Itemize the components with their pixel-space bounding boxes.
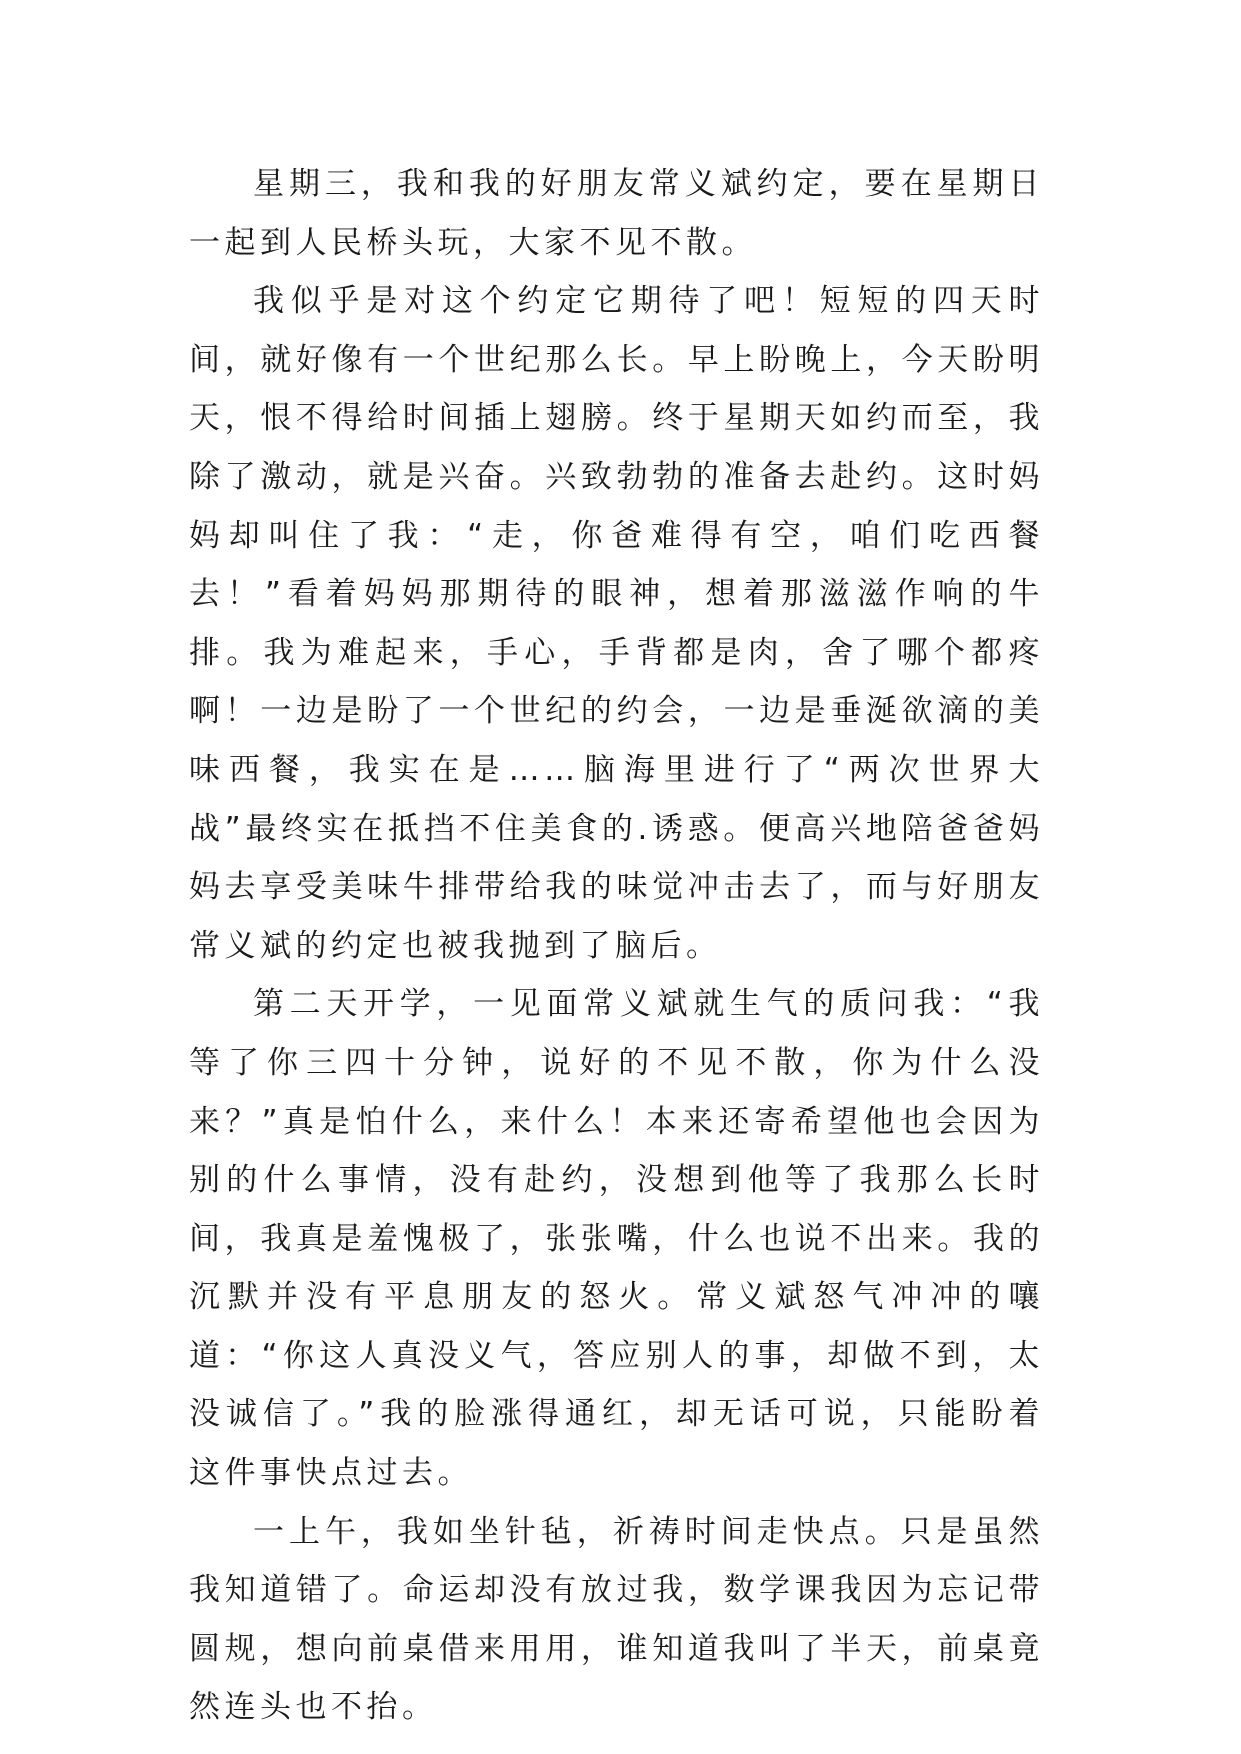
paragraph-2: 我似乎是对这个约定它期待了吧！短短的四天时间，就好像有一个世纪那么长。早上盼晚上，今天盼明天，恨不得给时间插上翅膀。终于星期天如约而至，我除了激动，就是兴奋。兴致勃勃的准备去赴约。这时妈妈却叫住了我：“走，你爸难得有空，咱们吃西餐去！”看着妈妈那期待的眼神，想着那滋滋作响的牛排。我为难起来，手心，手背都是肉，舍了哪个都疼啊！一边是盼了一个世纪的约会，一边是垂涎欲滴的美味西餐，我实在是……脑海里进行了“两次世界大战”最终实在抵挡不住美食的.诱惑。便高兴地陪爸爸妈妈去享受美味牛排带给我的味觉冲击去了，而与好朋友常义斌的约定也被我抛到了脑后。 xyxy=(189,283,1044,964)
paragraph-3: 第二天开学，一见面常义斌就生气的质问我：“我等了你三四十分钟，说好的不见不散，你为什么没来？”真是怕什么，来什么！本来还寄希望他也会因为别的什么事情，没有赴约，没想到他等了我那么长时间，我真是羞愧极了，张张嘴，什么也说不出来。我的沉默并没有平息朋友的怒火。常义斌怒气冲冲的嚷道：“你这人真没义气，答应别人的事，却做不到，太没诚信了。”我的脸涨得通红，却无话可说，只能盼着这件事快点过去。 xyxy=(189,986,1044,1492)
document-body xyxy=(189,155,1044,1737)
paragraph-4: 一上午，我如坐针毡，祈祷时间走快点。只是虽然我知道错了。命运却没有放过我，数学课我因为忘记带圆规，想向前桌借来用用，谁知道我叫了半天，前桌竟然连头也不抬。 xyxy=(189,1513,1044,1726)
paragraph-1: 星期三，我和我的好朋友常义斌约定，要在星期日一起到人民桥头玩，大家不见不散。 xyxy=(189,166,1044,261)
